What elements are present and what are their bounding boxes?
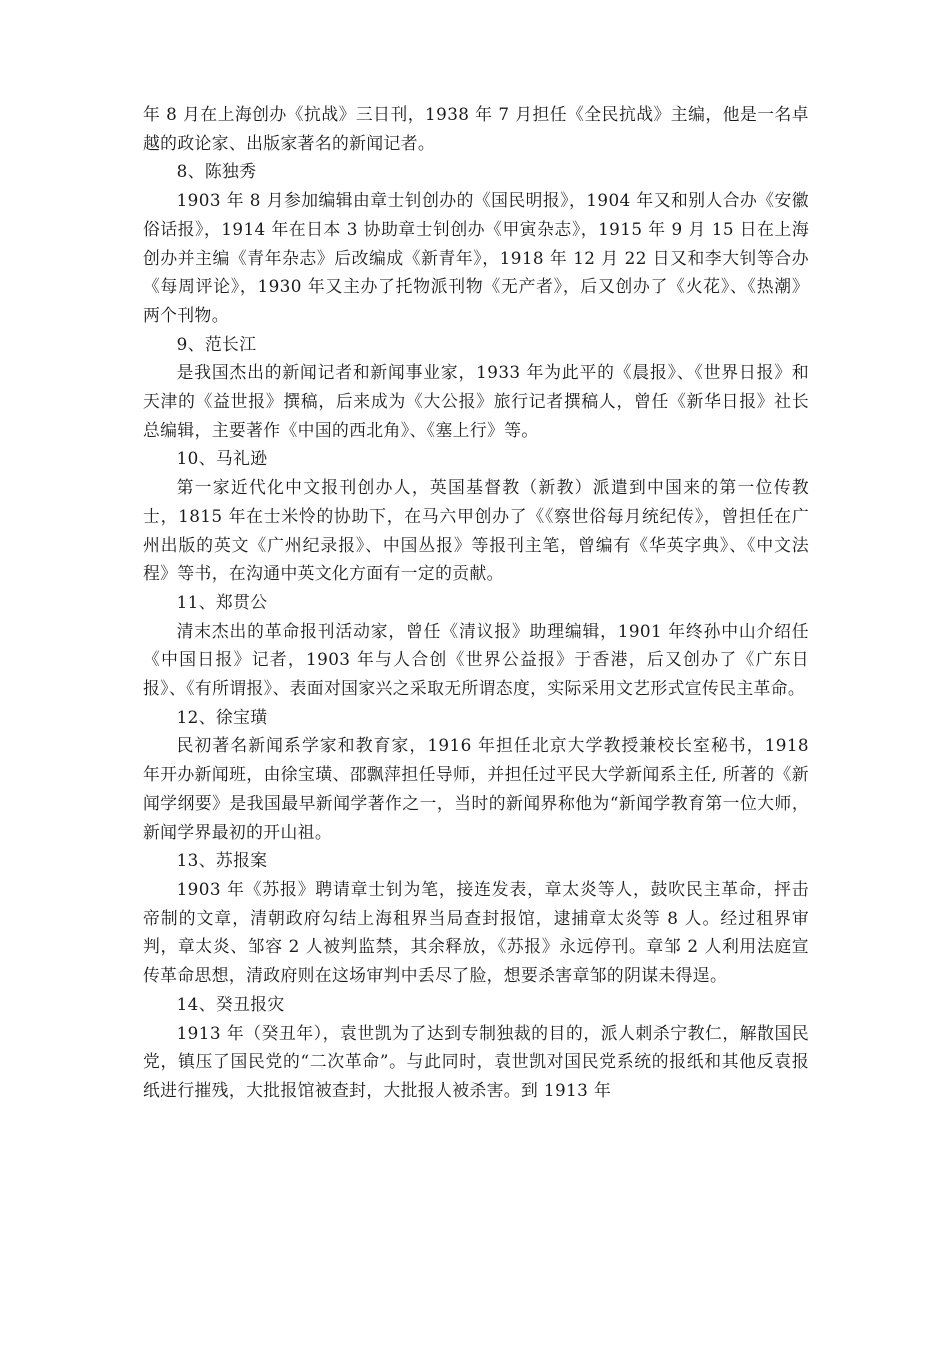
section-heading-subao-case: 13、苏报案 — [176, 850, 268, 871]
section-heading-guichou-disaster: 14、癸丑报灾 — [176, 993, 285, 1014]
paragraph-chen-duxiu: 1903 年 8 月参加编辑由章士钊创办的《国民明报》，1904 年又和别人合办《安徽俗话报》，1914 年在日本 3 协助章士钊创办《甲寅杂志》，1915 年 9 月 15 日在上海创办并主编《青年杂志》后改编成《新青年》，1918 年 12 月 22 日又和李大钊等合办《每周评论》，1930 年又主办了托物派刊物《无产者》，后又创办了《火花》、《热潮》两个刊物。 — [143, 190, 809, 325]
paragraph-continuation: 年 8 月在上海创办《抗战》三日刊，1938 年 7 月担任《全民抗战》主编，他是一名卓越的政论家、出版家著名的新闻记者。 — [143, 104, 809, 153]
section-heading-fan-changjiang: 9、范长江 — [176, 333, 257, 354]
section-heading-morrison: 10、马礼逊 — [176, 448, 268, 469]
paragraph-zheng-guangong: 清末杰出的革命报刊活动家，曾任《清议报》助理编辑，1901 年终孙中山介绍任《中国日报》记者，1903 年与人合创《世界公益报》于香港，后又创办了《广东日报》、《有所谓报》、表面对国家兴之采取无所谓态度，实际采用文艺形式宣传民主革命。 — [143, 620, 809, 699]
section-heading-chen-duxiu: 8、陈独秀 — [176, 161, 257, 182]
paragraph-subao-case: 1903 年《苏报》聘请章士钊为笔，接连发表，章太炎等人，鼓吹民主革命，抨击帝制的文章，清朝政府勾结上海租界当局查封报馆，逮捕章太炎等 8 人。经过租界审判，章太炎、邹容 2 人被判监禁，其余释放，《苏报》永远停刊。章邹 2 人利用法庭宣传革命思想，清政府则在这场审判中丢尽了脸，想要杀害章邹的阴谋未得逞。 — [143, 878, 809, 986]
paragraph-xu-baohuang: 民初著名新闻系学家和教育家，1916 年担任北京大学教授兼校长室秘书，1918 年开办新闻班，由徐宝璜、邵飘萍担任导师，并担任过平民大学新闻系主任, 所著的《新闻学纲要》是我国最早新闻学著作之一，当时的新闻界称他为“新闻学教育第一位大师，新闻学界最初的开山祖。 — [143, 735, 809, 842]
document-page — [143, 100, 809, 1105]
section-heading-xu-baohuang: 12、徐宝璜 — [176, 706, 268, 727]
paragraph-fan-changjiang: 是我国杰出的新闻记者和新闻事业家，1933 年为此平的《晨报》、《世界日报》和天津的《益世报》撰稿，后来成为《大公报》旅行记者撰稿人，曾任《新华日报》社长总编辑，主要著作《中国的西北角》、《塞上行》等。 — [143, 362, 809, 440]
paragraph-morrison: 第一家近代化中文报刊创办人，英国基督教（新教）派遣到中国来的第一位传教士，1815 年在士米怜的协助下，在马六甲创办了《《察世俗每月统纪传》，曾担任在广州出版的英文《广州纪录报》、中国丛报》等报刊主笔，曾编有《华英字典》、《中文法程》等书，在沟通中英文化方面有一定的贡献。 — [143, 477, 809, 584]
paragraph-guichou-disaster: 1913 年（癸丑年），袁世凯为了达到专制独裁的目的，派人刺杀宁教仁，解散国民党，镇压了国民党的“二次革命”。与此同时，袁世凯对国民党系统的报纸和其他反袁报纸进行摧残，大批报馆被查封，大批报人被杀害。到 1913 年 — [143, 1022, 809, 1100]
section-heading-zheng-guangong: 11、郑贯公 — [176, 591, 268, 612]
